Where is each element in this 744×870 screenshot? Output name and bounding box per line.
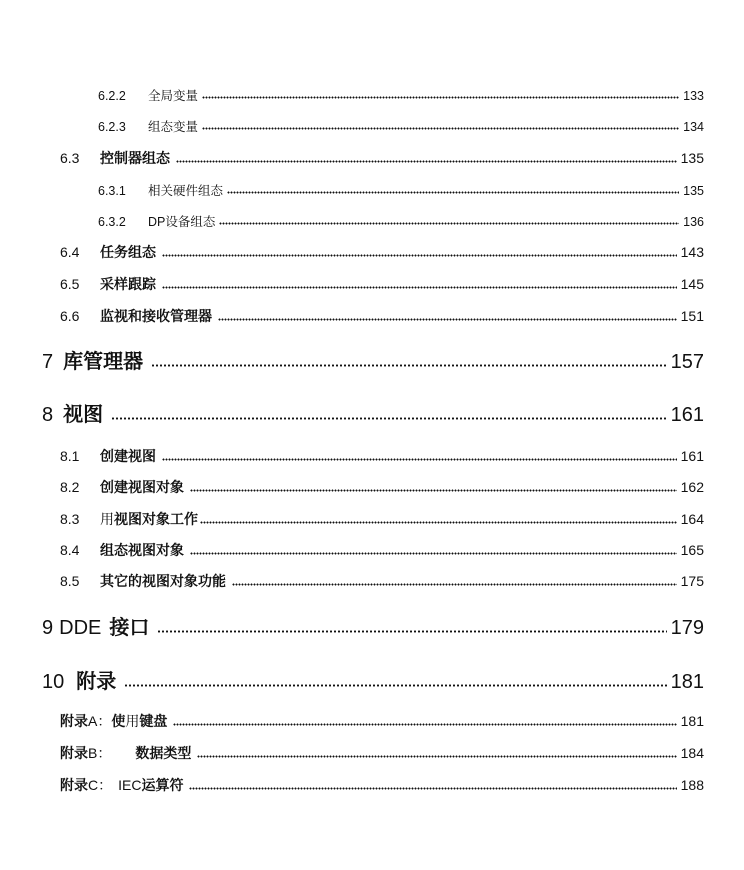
toc-entry-page: 143 [680, 244, 704, 260]
toc-entry-page: 134 [683, 120, 704, 134]
toc-entry-6-2-2[interactable] [98, 86, 704, 104]
toc-appendix-letter: A： [88, 713, 112, 729]
toc-entry-8-4[interactable] [60, 540, 704, 560]
toc-chapter-page: 179 [670, 617, 704, 639]
toc-chapter-title: 视图 [63, 404, 104, 426]
dot-leader [124, 684, 666, 687]
dot-leader [190, 489, 677, 492]
toc-appendix-title-part1: 使 [111, 713, 126, 729]
toc-appendix-letter: B： [88, 745, 112, 761]
toc-appendix-label: 附录 [60, 713, 88, 729]
toc-chapter-8[interactable] [42, 398, 704, 427]
toc-entry-8-3[interactable] [60, 509, 704, 529]
dot-leader [162, 286, 677, 289]
toc-entry-title: 相关硬件组态 [148, 184, 224, 198]
dot-leader [202, 96, 679, 99]
dot-leader [189, 787, 676, 790]
dot-leader [200, 521, 677, 524]
toc-chapter-title: 附录 [76, 671, 117, 693]
toc-entry-title-prefix: 用 [100, 511, 114, 527]
dot-leader [162, 458, 677, 461]
toc-appendix-c[interactable] [60, 775, 704, 795]
toc-entry-title: 任务组态 [100, 244, 156, 260]
dot-leader [176, 160, 677, 163]
toc-entry-number: 8.1 [60, 448, 80, 464]
toc-chapter-number: 10 [42, 671, 65, 693]
dot-leader [218, 318, 677, 321]
toc-appendix-page: 181 [680, 713, 704, 729]
toc-chapter-title: 接口 [109, 617, 150, 639]
toc-entry-page: 136 [683, 215, 704, 229]
toc-chapter-title-prefix: DDE [59, 617, 102, 639]
toc-entry-page: 162 [680, 479, 704, 495]
toc-entry-page: 164 [680, 511, 704, 527]
toc-entry-number: 6.3.2 [98, 215, 126, 229]
dot-leader [151, 364, 667, 367]
toc-entry-6-3-1[interactable] [98, 181, 704, 199]
toc-appendix-label: 附录 [60, 777, 88, 793]
toc-entry-page: 133 [683, 89, 704, 103]
toc-entry-number: 6.5 [60, 276, 80, 292]
toc-entry-number: 6.6 [60, 308, 80, 324]
toc-entry-title: 视图对象工作 [114, 511, 198, 527]
dot-leader [162, 254, 677, 257]
toc-entry-6-3[interactable] [60, 148, 704, 168]
toc-entry-6-3-2[interactable] [98, 212, 704, 230]
toc-entry-title: 创建视图对象 [100, 479, 184, 495]
toc-chapter-9[interactable] [42, 611, 704, 640]
toc-chapter-page: 157 [670, 351, 704, 373]
dot-leader [219, 222, 679, 225]
toc-chapter-page: 181 [670, 671, 704, 693]
toc-entry-number: 6.4 [60, 244, 80, 260]
toc-appendix-label: 附录 [60, 745, 88, 761]
toc-appendix-a[interactable] [60, 711, 704, 731]
toc-entry-title: 采样跟踪 [100, 276, 156, 292]
dot-leader [232, 583, 677, 586]
toc-entry-title: 监视和接收管理器 [100, 308, 212, 324]
toc-entry-8-1[interactable] [60, 446, 704, 466]
toc-entry-6-4[interactable] [60, 242, 704, 262]
toc-appendix-b[interactable] [60, 743, 704, 763]
toc-chapter-number: 8 [42, 404, 54, 426]
toc-entry-6-2-3[interactable] [98, 117, 704, 135]
toc-appendix-page: 184 [680, 745, 704, 761]
dot-leader [202, 127, 679, 130]
toc-entry-number: 8.2 [60, 479, 80, 495]
toc-entry-title: 创建视图 [100, 448, 156, 464]
toc-entry-page: 165 [680, 542, 704, 558]
toc-entry-number: 8.5 [60, 573, 80, 589]
dot-leader [157, 630, 666, 633]
dot-leader [173, 723, 676, 726]
dot-leader [227, 191, 679, 194]
toc-entry-page: 175 [680, 573, 704, 589]
toc-entry-8-5[interactable] [60, 571, 704, 591]
toc-appendix-title: 数据类型 [135, 745, 192, 761]
dot-leader [190, 552, 677, 555]
toc-appendix-title-prefix: IEC [118, 777, 142, 793]
toc-entry-title: 组态视图对象 [100, 542, 184, 558]
toc-chapter-number: 9 [42, 617, 54, 639]
toc-chapter-page: 161 [670, 404, 704, 426]
toc-appendix-page: 188 [680, 777, 704, 793]
toc-entry-page: 135 [680, 150, 704, 166]
toc-appendix-title-part2: 用 [125, 713, 140, 729]
toc-entry-title: 控制器组态 [100, 150, 170, 166]
toc-appendix-title: 运算符 [141, 777, 184, 793]
toc-entry-title: 全局变量 [148, 89, 199, 103]
toc-chapter-10[interactable] [42, 665, 704, 694]
toc-chapter-number: 7 [42, 351, 54, 373]
toc-entry-number: 6.3 [60, 150, 80, 166]
dot-leader [197, 755, 676, 758]
toc-entry-number: 6.3.1 [98, 184, 126, 198]
toc-entry-title: 其它的视图对象功能 [100, 573, 226, 589]
toc-entry-number: 6.2.3 [98, 120, 126, 134]
toc-entry-number: 8.3 [60, 511, 80, 527]
toc-entry-title: 组态变量 [148, 120, 199, 134]
toc-appendix-title-part3: 键盘 [139, 713, 168, 729]
toc-entry-6-5[interactable] [60, 274, 704, 294]
toc-entry-page: 161 [680, 448, 704, 464]
toc-chapter-7[interactable] [42, 345, 704, 374]
toc-entry-page: 145 [680, 276, 704, 292]
toc-entry-6-6[interactable] [60, 306, 704, 326]
toc-appendix-letter: C： [88, 777, 113, 793]
toc-entry-page: 135 [683, 184, 704, 198]
toc-entry-8-2[interactable] [60, 477, 704, 497]
toc-entry-number: 8.4 [60, 542, 80, 558]
toc-entry-title: DP设备组态 [148, 215, 216, 229]
toc-entry-number: 6.2.2 [98, 89, 126, 103]
toc-entry-page: 151 [680, 308, 704, 324]
dot-leader [111, 417, 667, 420]
toc-chapter-title: 库管理器 [63, 351, 144, 373]
